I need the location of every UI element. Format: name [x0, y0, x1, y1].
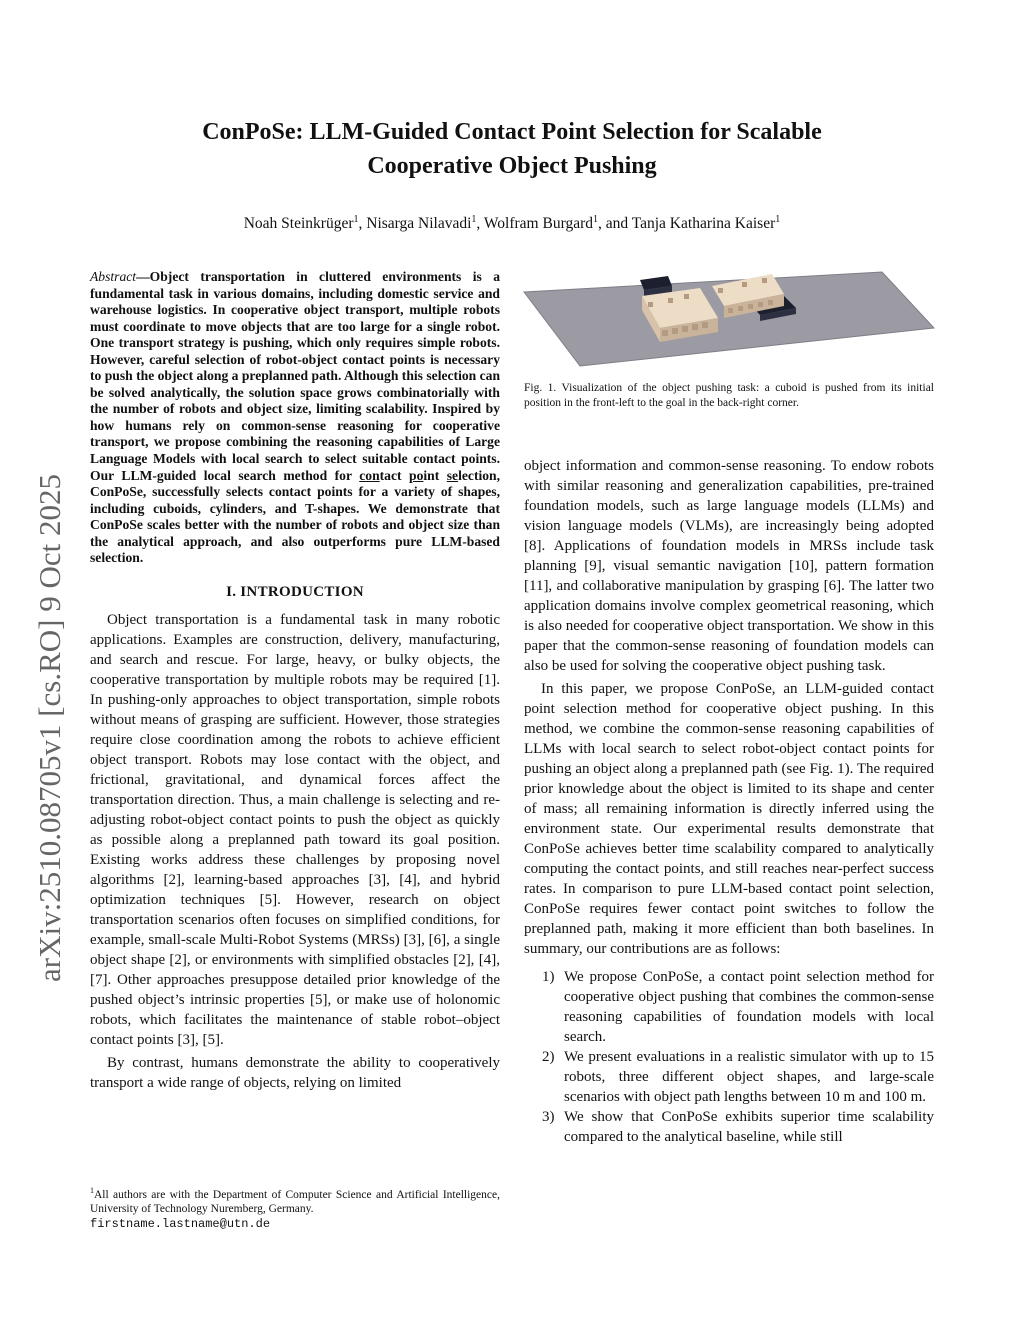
figure-1-simulation [522, 262, 936, 374]
abstract-acronym-po: po [409, 467, 424, 483]
contribution-item [524, 1047, 934, 1107]
body-paragraph: object information and common-sense reasoning. To endow robots with similar reasoning and generalization capabilities, pre-trained foundation models, such as large language models (LLMs) and vision language models (VLMs), are increasingly being adopted [8]. Applications of foundation models in MRSs include task planning [9], visual semantic navigation [10], pattern formation [11], and collaborative manipulation by grasping [6]. The latter two application domains involve complex geometrical reasoning, which is also needed for cooperative object transportation. We show in this paper that the common-sense reasoning of foundation models can also be used for solving the cooperative object pushing task. [524, 458, 934, 674]
author-affiliation: 1 [593, 214, 598, 225]
author-separator: , [476, 215, 484, 233]
author-name: Tanja Katharina Kaiser [631, 215, 776, 233]
contribution-text: We show that ConPoSe exhibits superior time scalability compared to the analytical baseline, while still [564, 1109, 934, 1145]
abstract-text-part1: Object transportation in cluttered environments is a fundamental task in various domains, including domestic service and warehouse logistics. In cooperative object transport, multiple robots must coordinate to move objects that are too large for a single robot. One transport strategy is pushing, which only requires simple robots. However, careful selection of robot-object contact points is necessary to push the object along a preplanned path. Although this selection can be solved analytically, the solution space grows combinatorially with the number of robots and object size, limiting scalability. Inspired by how humans rely on common-sense reasoning for cooperative transport, we propose combining the reasoning capabilities of Large Language Models with local search to select suitable contact points. Our LLM-guided local search method for [90, 269, 500, 483]
abstract [90, 269, 500, 567]
paper-title [112, 115, 912, 183]
footnote-email: firstname.lastname@utn.de [90, 1216, 271, 1231]
author-separator: , [358, 215, 367, 233]
body-paragraph: Object transportation is a fundamental task in many robotic applications. Examples are construction, delivery, manufacturing, and search and rescue. For large, heavy, or bulky objects, the cooperative transportation by multiple robots may be required [1]. In pushing-only approaches to object transportation, simple robots without means of grasping are sufficient. However, those strategies require close coordination among the robots to achieve efficient object transport. Robots may lose contact with the object, and frictional, gravitational, and dynamical forces affect the transportation direction. Thus, a main challenge is selecting and re-adjusting robot-object contact points to push the object as quickly as possible along a preplanned path toward its goal position. Existing works address these challenges by proposing novel algorithms [2], learning-based approaches [3], [4], and hybrid optimization techniques [5]. However, research on object transportation scenarios often focuses on simplified conditions, for example, small-scale Multi-Robot Systems (MRSs) [3], [6], a single object shape [2], or environments with simplified obstacles [2], [4], [7]. Other approaches presuppose detailed prior knowledge of the pushed object’s intrinsic properties [5], or make use of holonomic robots, which facilitates the maintenance of stable robot–object contact points [3], [5]. [90, 611, 500, 1048]
contribution-text: We propose ConPoSe, a contact point selection method for cooperative object pushing that combines the common-sense reasoning capabilities of foundation models with local search. [564, 969, 934, 1045]
contribution-text: We present evaluations in a realistic simulator with up to 15 robots, three different object shapes, and large-scale scenarios with object path lengths between 10 m and 100 m. [564, 1049, 934, 1105]
author-name: Nisarga Nilavadi [366, 215, 472, 233]
footnote-text: All authors are with the Department of Computer Science and Artificial Intelligence, University of Technology Nuremberg, Germany. [90, 1188, 500, 1216]
abstract-acronym-con: con [359, 467, 380, 483]
author-separator: , and [598, 215, 632, 233]
abstract-text-mid1: tact [379, 467, 410, 483]
contribution-number: 3) [542, 1109, 555, 1125]
contribution-number: 1) [542, 969, 555, 985]
section-heading-introduction: I. INTRODUCTION [226, 583, 364, 600]
author-affiliation: 1 [353, 214, 359, 225]
right-column [524, 456, 934, 1147]
left-column [90, 269, 500, 1093]
contribution-item [524, 967, 934, 1047]
body-paragraph: In this paper, we propose ConPoSe, an LLM-guided contact point selection method for cooperative object pushing. In this method, we combine the common-sense reasoning capabilities of LLMs with local search to select robot-object contact points for pushing an object along a preplanned path (see Fig. 1). The required prior knowledge about the object is limited to its shape and center of mass; all remaining information is directly inferred using the environment state. Our experimental results demonstrate that ConPoSe achieves better time scalability compared to analytically computing the contact points, and still reaches near-perfect success rates. In comparison to pure LLM-based contact point selection, ConPoSe requires fewer contact point switches to follow the preplanned path, making it more efficient than both baselines. In summary, our contributions are as follows: [524, 681, 934, 957]
arxiv-identifier-stamp [30, 382, 70, 982]
author-name: Noah Steinkrüger [243, 215, 354, 233]
figure-caption: Fig. 1. Visualization of the object pushing task: a cuboid is pushed from its initial position in the front-left to the goal in the back-right corner. [524, 382, 934, 409]
contribution-item [524, 1107, 934, 1147]
contributions-list [524, 967, 934, 1147]
body-paragraph: By contrast, humans demonstrate the ability to cooperatively transport a wide range of objects, relying on limited [90, 1054, 500, 1091]
title-line-1: ConPoSe: LLM-Guided Contact Point Selection for Scalable [202, 119, 822, 145]
arxiv-identifier-text: arXiv:2510.08705v1 [cs.RO] 9 Oct 2025 [32, 474, 67, 982]
title-line-2: Cooperative Object Pushing [367, 153, 657, 179]
abstract-dash: — [136, 269, 150, 284]
abstract-text-part2: lection, ConPoSe, successfully selects contact points for a variety of shapes, including cuboids, cylinders, and T-shapes. We demonstrate that ConPoSe scales better with the number of robots and object size than the analytical approach, and also outperforms pure LLM-based selection. [90, 467, 500, 566]
abstract-text-mid2: int [423, 467, 447, 483]
abstract-acronym-se: se [446, 467, 459, 483]
abstract-label: Abstract [90, 269, 137, 284]
author-name: Wolfram Burgard [483, 215, 593, 233]
contribution-number: 2) [542, 1049, 555, 1065]
footnote-mark: 1 [90, 1186, 94, 1195]
author-affiliation: 1 [775, 214, 781, 225]
author-list [112, 210, 912, 234]
footnote [90, 1184, 500, 1231]
author-affiliation: 1 [471, 214, 477, 225]
